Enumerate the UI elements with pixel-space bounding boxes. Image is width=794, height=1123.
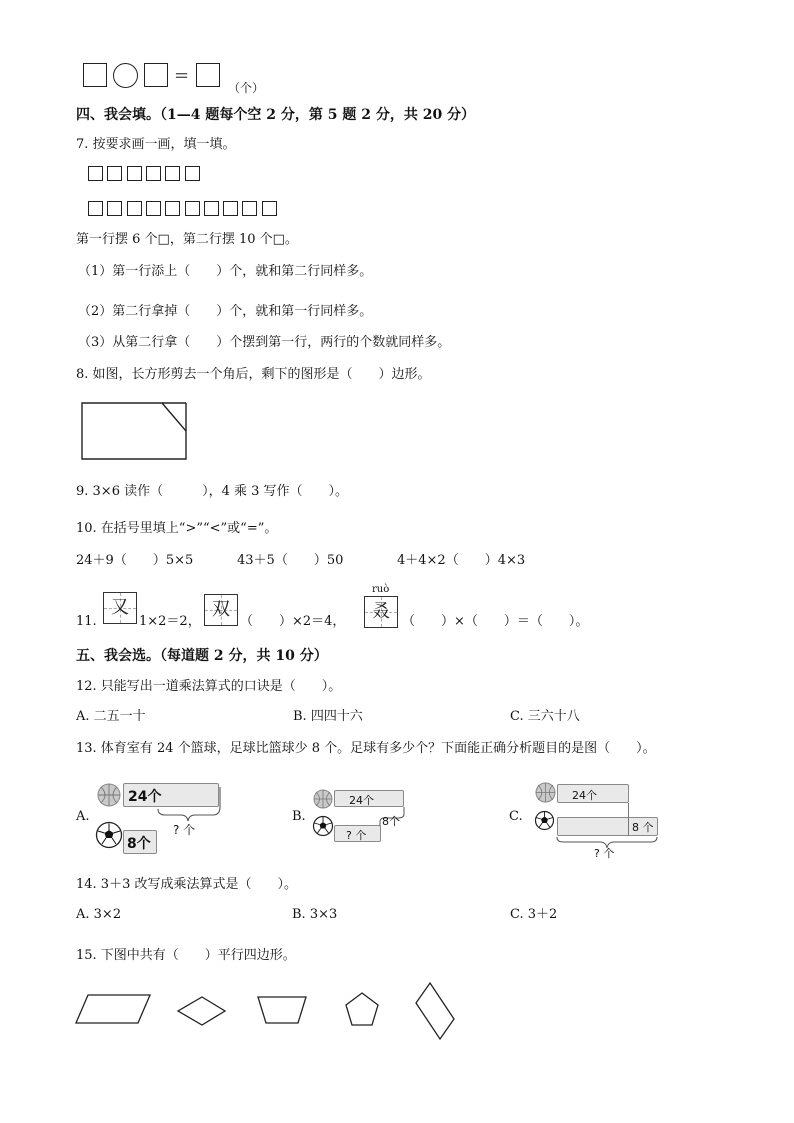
basketball-icon: [535, 782, 556, 803]
answer-box[interactable]: [144, 63, 168, 87]
small-square: [185, 166, 200, 181]
soccer-ball-icon: [312, 815, 334, 837]
option-a-label[interactable]: A.: [76, 809, 90, 824]
tilted-rhombus-shape: [416, 983, 454, 1039]
character-box-ruo: [364, 596, 398, 628]
basketball-count-label: 24个: [572, 789, 597, 802]
small-square: [107, 201, 122, 216]
unknown-label: ? 个: [594, 847, 615, 860]
basketball-icon: [97, 783, 121, 807]
question-title: 8. 如图，长方形剪去一个角后，剩下的图形是（ ）边形。: [76, 367, 431, 382]
small-square: [146, 201, 161, 216]
trapezoid-shape: [258, 997, 306, 1023]
small-square: [185, 201, 200, 216]
basketball-count-label: 24个: [128, 789, 162, 805]
answer-box[interactable]: [196, 63, 220, 87]
basketball-count-label: 24个: [349, 794, 374, 807]
equals-sign: =: [174, 65, 190, 86]
small-square: [146, 166, 161, 181]
question-title: 13. 体育室有 24 个篮球，足球比篮球少 8 个。足球有多少个？下面能正确分析题目的是图（ ）。: [76, 741, 656, 756]
comparison-item: 43＋5（ ）50: [237, 553, 344, 568]
operator-circle[interactable]: [113, 63, 138, 88]
question-description: 第一行摆 6 个□，第二行摆 10 个□。: [76, 232, 298, 247]
question-text: 9. 3×6 读作（ ），4 乘 3 写作（ ）。: [76, 484, 349, 499]
question-title: 10. 在括号里填上“>”“<”或“=”。: [76, 521, 278, 536]
small-square: [242, 201, 257, 216]
small-square: [204, 201, 219, 216]
option-a[interactable]: A. 3×2: [76, 907, 122, 922]
option-a[interactable]: A. 二五一十: [76, 709, 146, 724]
small-square: [88, 201, 103, 216]
question-number: 11.: [76, 614, 97, 629]
pinyin-label: ruò: [372, 584, 390, 595]
soccer-ball-bar: [334, 825, 381, 842]
small-square: [127, 201, 142, 216]
basketball-icon: [313, 789, 333, 809]
option-c[interactable]: C. 3＋2: [510, 907, 558, 922]
difference-label: 8个: [127, 836, 151, 852]
comparison-item: 4＋4×2（ ）4×3: [397, 553, 526, 568]
unknown-label: ? 个: [346, 829, 367, 842]
expression: （ ）×2＝4，: [240, 614, 346, 629]
soccer-ball-bar: [123, 830, 157, 854]
expression: 1×2＝2，: [139, 614, 201, 629]
question-title: 12. 只能写出一道乘法算式的口诀是（ ）。: [76, 679, 342, 694]
basketball-bar: [557, 784, 629, 803]
small-square: [127, 166, 142, 181]
small-square: [262, 201, 277, 216]
sub-question: （1）第一行添上（ ）个，就和第二行同样多。: [78, 264, 373, 279]
parallelogram-shape: [76, 995, 150, 1023]
character: 又: [111, 597, 129, 618]
pentagon-shape: [346, 993, 378, 1025]
section-heading: 四、我会填。（1—4 题每个空 2 分，第 5 题 2 分，共 20 分）: [76, 107, 476, 123]
cut-rectangle-figure: [80, 401, 190, 461]
unit-label: （个）: [228, 81, 265, 95]
small-square: [107, 166, 122, 181]
small-square: [223, 201, 238, 216]
small-square: [88, 166, 103, 181]
small-square: [165, 201, 180, 216]
unknown-bracket: [157, 783, 223, 823]
shapes-figure: [70, 975, 470, 1045]
small-square: [165, 166, 180, 181]
character: 双: [212, 599, 230, 620]
character-box-you: [103, 592, 137, 624]
difference-divider: [628, 803, 629, 836]
option-b-label[interactable]: B.: [292, 809, 306, 824]
difference-label: 8个: [382, 815, 400, 828]
sub-question: （2）第二行拿掉（ ）个，就和第一行同样多。: [78, 304, 373, 319]
rhombus-shape: [178, 997, 225, 1025]
question-title: 15. 下图中共有（ ）平行四边形。: [76, 948, 296, 963]
option-c-label[interactable]: C.: [509, 809, 523, 824]
option-b[interactable]: B. 四四十六: [293, 709, 363, 724]
character: 叒: [372, 601, 390, 622]
character-box-shuang: [204, 594, 238, 626]
answer-box[interactable]: [83, 63, 107, 87]
basketball-bar: [334, 790, 404, 807]
expression: （ ）×（ ）＝（ ）。: [402, 614, 589, 629]
question-title: 7. 按要求画一画，填一填。: [76, 137, 236, 152]
soccer-ball-icon: [95, 821, 123, 849]
difference-label: 8 个: [632, 821, 654, 834]
comparison-item: 24＋9（ ）5×5: [76, 553, 194, 568]
unknown-label: ? 个: [173, 823, 196, 837]
soccer-ball-icon: [534, 810, 555, 831]
question-title: 14. 3＋3 改写成乘法算式是（ ）。: [76, 877, 297, 892]
option-b[interactable]: B. 3×3: [292, 907, 338, 922]
section-heading: 五、我会选。（每道题 2 分，共 10 分）: [76, 648, 328, 664]
sub-question: （3）从第二行拿（ ）个摆到第一行，两行的个数就同样多。: [78, 335, 451, 350]
option-c[interactable]: C. 三六十八: [510, 709, 580, 724]
